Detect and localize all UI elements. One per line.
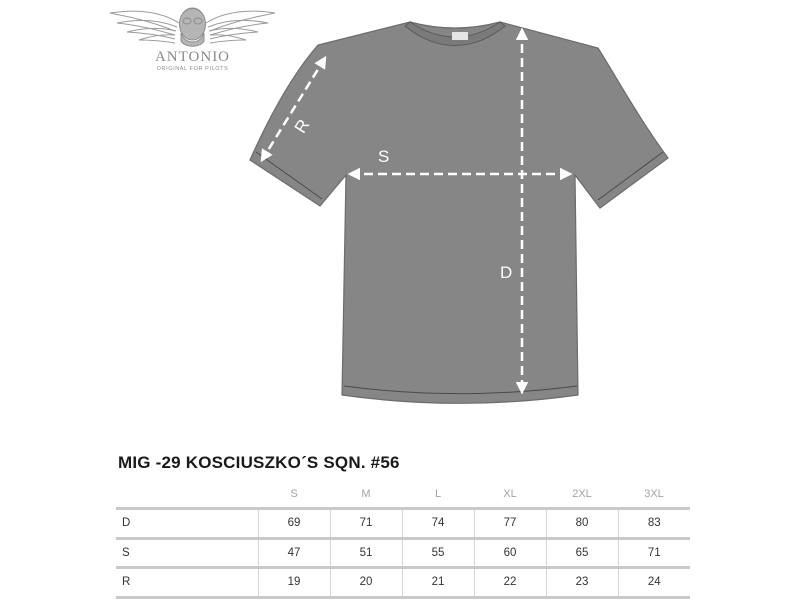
measurement-value: 47 (258, 538, 330, 568)
size-column-header: 3XL (618, 481, 690, 509)
measurement-label: R (116, 568, 258, 598)
measurement-value: 74 (402, 509, 474, 539)
size-column-header: L (402, 481, 474, 509)
size-column-header: 2XL (546, 481, 618, 509)
measurement-value: 55 (402, 538, 474, 568)
size-column-header: XL (474, 481, 546, 509)
length-dimension-label: D (500, 263, 513, 282)
sleeve-dimension-label: R (290, 116, 314, 137)
measurement-value: 21 (402, 568, 474, 598)
measurement-value: 71 (618, 538, 690, 568)
measurement-value: 60 (474, 538, 546, 568)
measurement-value: 24 (618, 568, 690, 598)
measurement-label: S (116, 538, 258, 568)
logo-brand-text: ANTONIO (154, 49, 231, 65)
measurement-value: 19 (258, 568, 330, 598)
header-blank-cell (116, 481, 258, 509)
chest-dimension-label: S (378, 147, 390, 166)
size-header-row (116, 481, 690, 509)
size-column-header: S (258, 481, 330, 509)
measurement-value: 83 (618, 509, 690, 539)
measurement-value: 51 (330, 538, 402, 568)
measurement-value: 22 (474, 568, 546, 598)
measurement-value: 80 (546, 509, 618, 539)
size-column-header: M (330, 481, 402, 509)
table-row (116, 568, 690, 598)
measurement-label: D (116, 509, 258, 539)
table-row (116, 509, 690, 539)
neck-label (452, 32, 468, 40)
product-title: MIG -29 KOSCIUSZKO´S SQN. #56 (118, 453, 400, 472)
measurement-value: 20 (330, 568, 402, 598)
measurement-value: 77 (474, 509, 546, 539)
logo-tagline-text: ORIGINAL FOR PILOTS (156, 66, 229, 72)
size-chart-table (116, 481, 690, 599)
table-row (116, 538, 690, 568)
measurement-value: 69 (258, 509, 330, 539)
measurement-value: 23 (546, 568, 618, 598)
measurement-value: 71 (330, 509, 402, 539)
tshirt-shape (250, 22, 668, 403)
measurement-value: 65 (546, 538, 618, 568)
